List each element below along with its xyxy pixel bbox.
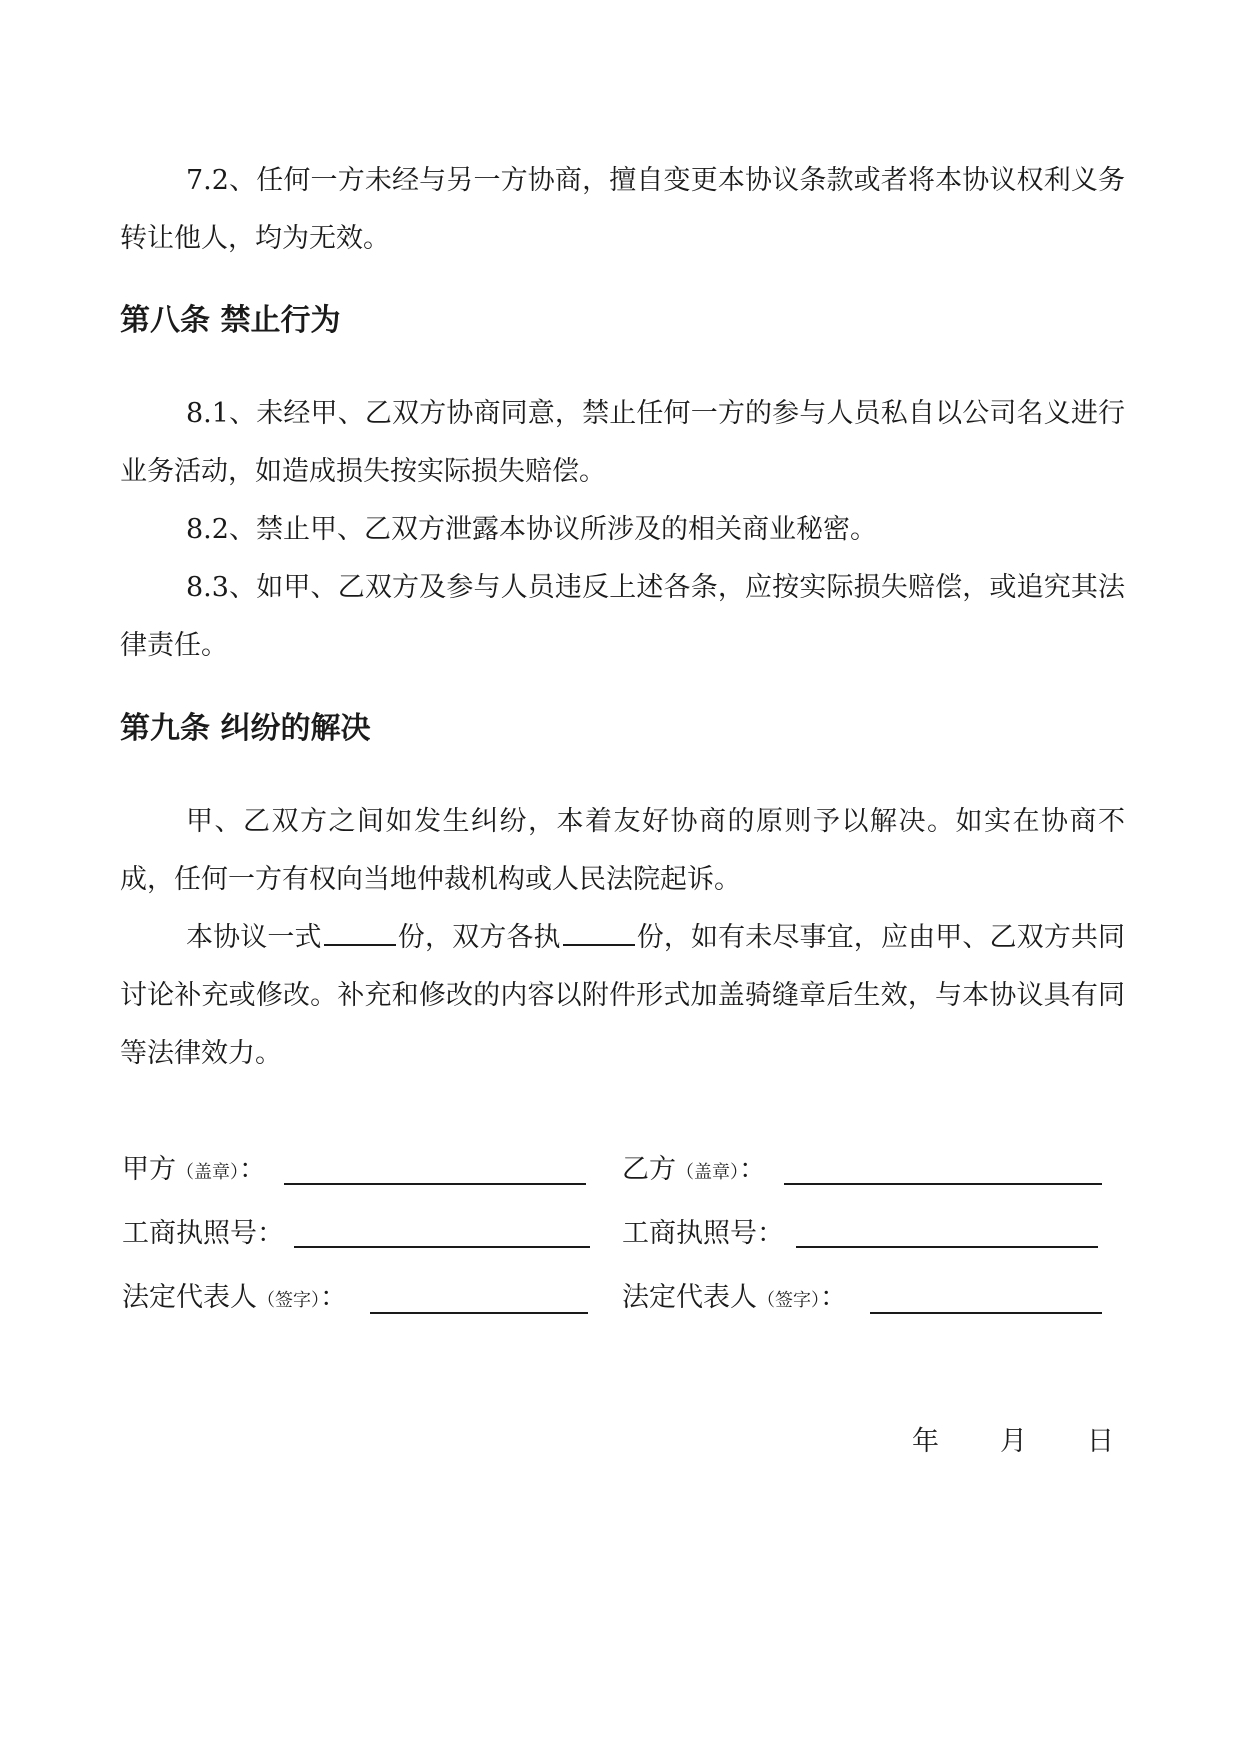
clause-9-para-2 bbox=[120, 909, 1125, 1083]
party-b-rep-label bbox=[622, 1278, 847, 1321]
party-a-rep-line[interactable] bbox=[370, 1312, 588, 1314]
party-a-seal-line[interactable] bbox=[284, 1183, 586, 1185]
date-day: 日 bbox=[1087, 1426, 1114, 1457]
clause-7-2: 7.2、任何一方未经与另一方协商，擅自变更本协议条款或者将本协议权利义务转让他人，均为无效。 bbox=[120, 165, 1125, 254]
clause-9-para-1: 甲、乙双方之间如发生纠纷，本着友好协商的原则予以解决。如实在协商不成，任何一方有权向当地仲裁机构或人民法院起诉。 bbox=[120, 806, 1125, 895]
party-a-license-line[interactable] bbox=[294, 1246, 590, 1248]
clause-8-1: 8.1、未经甲、乙双方协商同意，禁止任何一方的参与人员私自以公司名义进行业务活动，如造成损失按实际损失赔偿。 bbox=[120, 398, 1125, 487]
party-b-rep-colon: ： bbox=[820, 1282, 847, 1313]
party-a-sign-note: （签字） bbox=[257, 1290, 320, 1311]
party-a-seal-label bbox=[122, 1150, 266, 1193]
copies-each-blank bbox=[563, 918, 635, 946]
copies-total-blank bbox=[324, 918, 396, 946]
party-b-seal-note: （盖章） bbox=[676, 1162, 739, 1183]
party-a-rep-text: 法定代表人 bbox=[122, 1282, 257, 1313]
party-a-label: 甲方 bbox=[122, 1154, 176, 1185]
party-a-colon: ： bbox=[239, 1154, 266, 1185]
party-b-rep-line[interactable] bbox=[870, 1312, 1102, 1314]
copies-text-c: 份，如有未尽事宜，应由甲、乙双方共同讨论补充或修改。补充和修改的内容以附件形式加盖骑缝章后生效，与本协议具有同等法律效力。 bbox=[120, 922, 1126, 1069]
party-b-colon: ： bbox=[739, 1154, 766, 1185]
party-b-label: 乙方 bbox=[622, 1154, 676, 1185]
clause-8-heading: 第八条 禁止行为 bbox=[120, 303, 341, 338]
party-a-rep-colon: ： bbox=[320, 1282, 347, 1313]
party-b-rep-text: 法定代表人 bbox=[622, 1282, 757, 1313]
clause-9-heading: 第九条 纠纷的解决 bbox=[120, 711, 371, 746]
party-a-seal-note: （盖章） bbox=[176, 1162, 239, 1183]
party-b-sign-note: （签字） bbox=[757, 1290, 820, 1311]
clause-8-2: 8.2、禁止甲、乙双方泄露本协议所涉及的相关商业秘密。 bbox=[186, 514, 877, 545]
date-month: 月 bbox=[1000, 1426, 1027, 1457]
copies-text-b: 份，双方各执 bbox=[397, 922, 561, 953]
party-b-seal-line[interactable] bbox=[784, 1183, 1102, 1185]
party-b-license-label: 工商执照号： bbox=[622, 1218, 784, 1249]
party-a-license-label: 工商执照号： bbox=[122, 1218, 284, 1249]
copies-text-a: 本协议一式 bbox=[186, 922, 322, 953]
party-b-license-line[interactable] bbox=[796, 1246, 1098, 1248]
clause-8-3: 8.3、如甲、乙双方及参与人员违反上述各条，应按实际损失赔偿，或追究其法律责任。 bbox=[120, 572, 1125, 661]
party-b-seal-label bbox=[622, 1150, 766, 1193]
date-year: 年 bbox=[912, 1426, 939, 1457]
party-a-rep-label bbox=[122, 1278, 347, 1321]
